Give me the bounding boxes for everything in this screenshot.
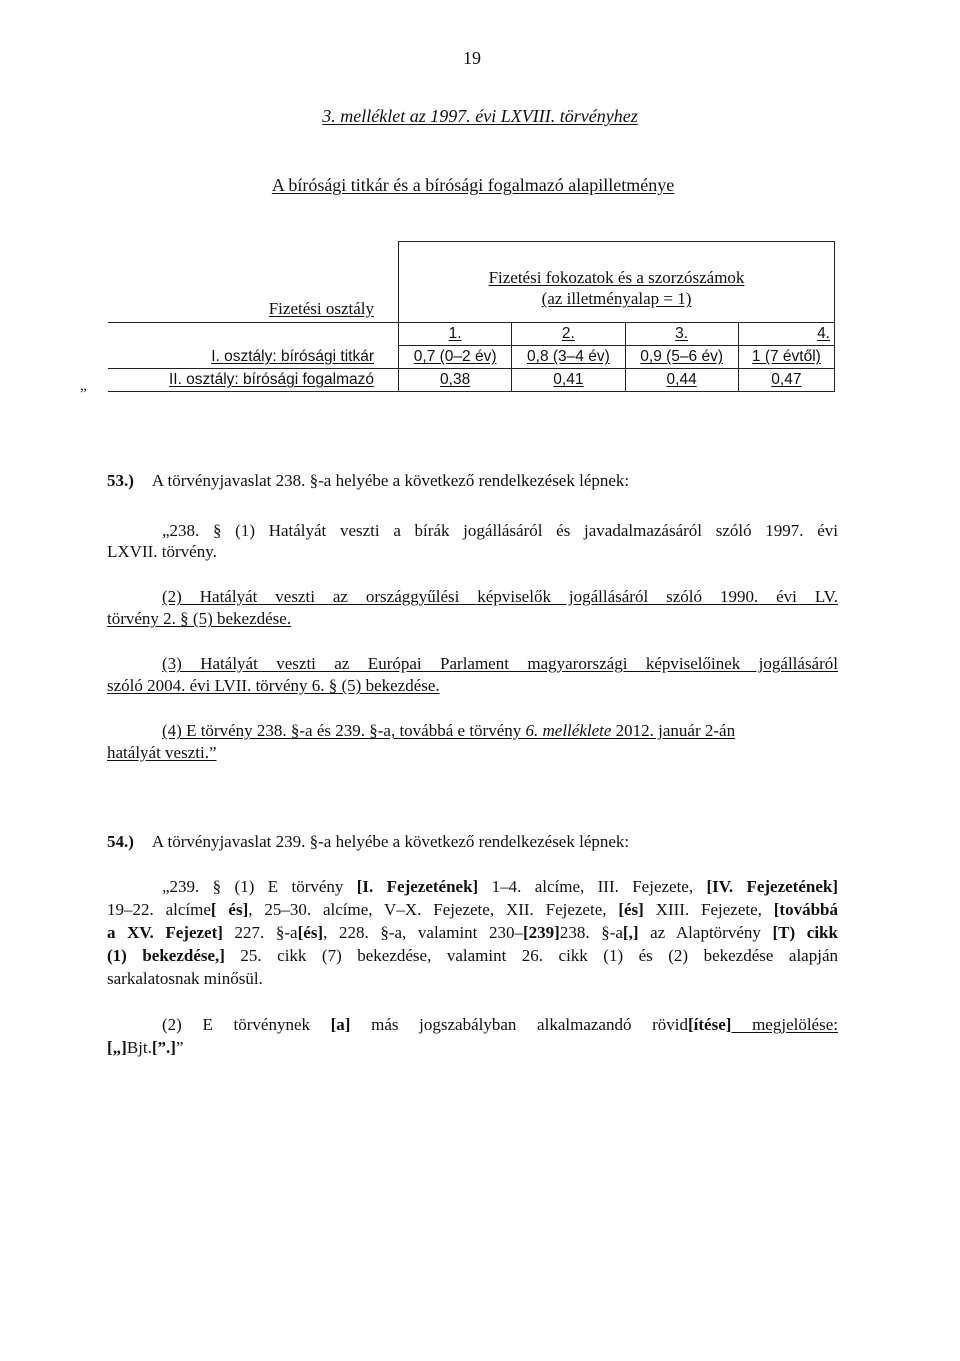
paragraph-line: LXVII. törvény. [107, 542, 217, 561]
paragraph-line [162, 720, 735, 742]
group-header-line2: (az illetményalap = 1) [541, 289, 692, 308]
section-53-heading [107, 470, 629, 492]
text-run: XIII. Fejezete, [643, 900, 774, 919]
text-run: az Alaptörvény [638, 923, 773, 942]
grade-cell: 1. [399, 323, 512, 346]
section-number: 54.) [107, 832, 134, 851]
text-run-italic: 6. melléklete [525, 721, 612, 740]
text-run: 2012. január 2-án [611, 721, 736, 740]
text-run-bold: [”.] [151, 1038, 176, 1057]
table-row [108, 346, 835, 369]
col-header-label: Fizetési osztály [268, 299, 374, 318]
value-cell: 0,9 (5–6 év) [625, 346, 738, 369]
group-header-line1: Fizetési fokozatok és a szorzószámok [488, 268, 745, 287]
text-run-bold: (1) bekezdése,] [107, 946, 225, 965]
table-col-header [108, 242, 399, 323]
paragraph-line [162, 1014, 838, 1036]
grade-cell: 3. [625, 323, 738, 346]
section-intro: A törvényjavaslat 239. §-a helyébe a következő rendelkezések lépnek: [151, 832, 630, 851]
text-run-bold: [IV. Fejezetének] [706, 877, 838, 896]
section-54-heading [107, 831, 629, 853]
text-run: Bjt. [126, 1038, 152, 1057]
page-number: 19 [463, 48, 481, 68]
table-row [108, 369, 835, 392]
value-cell: 0,7 (0–2 év) [399, 346, 512, 369]
table-title: A bírósági titkár és a bírósági fogalmazó alapilletménye [271, 175, 675, 195]
value-cell: 0,47 [738, 369, 834, 392]
text-run: (4) E törvény 238. §-a és 239. §-a, továbbá e törvény [162, 721, 526, 740]
grade-cell: 2. [512, 323, 625, 346]
text-run: 238. §-a [559, 923, 623, 942]
paragraph-line: (2) Hatályát veszti az országgyűlési képviselők jogállásáról szóló 1990. évi LV. [162, 587, 838, 606]
section-number: 53.) [107, 471, 134, 490]
value-cell: 0,41 [512, 369, 625, 392]
value-cell: 1 (7 évtől) [738, 346, 834, 369]
table-cell-empty [108, 323, 399, 346]
row-label: I. osztály: bírósági titkár [108, 346, 399, 369]
text-run-bold: [továbbá [773, 900, 838, 919]
text-run-bold: [I. Fejezetének] [356, 877, 479, 896]
paragraph-line [107, 945, 838, 967]
text-run: 19–22. alcíme [107, 900, 211, 919]
text-run: „239. § (1) E törvény [162, 877, 357, 896]
paragraph-line [107, 899, 838, 921]
annex-title: 3. melléklet az 1997. évi LXVIII. törvényhez [322, 106, 638, 126]
table-header-row [108, 242, 835, 323]
paragraph-line: törvény 2. § (5) bekezdése. [107, 609, 292, 628]
value-cell: 0,44 [625, 369, 738, 392]
text-run-bold: [ítése] [688, 1015, 732, 1034]
text-run: ” [175, 1038, 184, 1057]
paragraph-line [107, 922, 838, 944]
text-run-bold: [239] [523, 923, 560, 942]
paragraph-line: sarkalatosnak minősül. [107, 969, 263, 988]
text-run: megjelölése: [731, 1015, 838, 1034]
text-run: 1–4. alcíme, III. Fejezete, [478, 877, 707, 896]
text-run-bold: [,] [622, 923, 639, 942]
table-group-header [399, 242, 835, 323]
text-run-bold: [„] [107, 1038, 127, 1057]
paragraph-line: szóló 2004. évi LVII. törvény 6. § (5) bekezdése. [107, 676, 440, 695]
text-run: , 25–30. alcíme, V–X. Fejezete, XII. Fejezete, [248, 900, 619, 919]
text-run-bold: [és] [297, 923, 324, 942]
closing-quote: ” [80, 386, 87, 402]
text-run-bold: a XV. Fejezet] [107, 923, 223, 942]
text-run: (2) E törvénynek [162, 1015, 331, 1034]
value-cell: 0,38 [399, 369, 512, 392]
text-run: , 228. §-a, valamint 230– [323, 923, 524, 942]
paragraph-line: „238. § (1) Hatályát veszti a bírák jogállásáról és javadalmazásáról szóló 1997. évi [162, 521, 838, 540]
paragraph-line [162, 876, 838, 898]
table-grade-row [108, 323, 835, 346]
text-run: más jogszabályban alkalmazandó rövid [350, 1015, 688, 1034]
text-run: 25. cikk (7) bekezdése, valamint 26. cikk (1) és (2) bekezdése alapján [224, 946, 838, 965]
salary-table [108, 241, 835, 392]
text-run-bold: [ és] [210, 900, 249, 919]
text-run-bold: [T) cikk [772, 923, 838, 942]
text-run-bold: [a] [330, 1015, 351, 1034]
paragraph-line: hatályát veszti.” [107, 743, 217, 762]
paragraph-line [107, 1037, 184, 1059]
section-intro: A törvényjavaslat 238. §-a helyébe a következő rendelkezések lépnek: [151, 471, 630, 490]
row-label: II. osztály: bírósági fogalmazó [108, 369, 399, 392]
grade-cell: 4. [738, 323, 834, 346]
text-run-bold: [és] [618, 900, 644, 919]
value-cell: 0,8 (3–4 év) [512, 346, 625, 369]
paragraph-line: (3) Hatályát veszti az Európai Parlament magyarországi képviselőinek jogállásáról [162, 654, 838, 673]
text-run: 227. §-a [222, 923, 298, 942]
